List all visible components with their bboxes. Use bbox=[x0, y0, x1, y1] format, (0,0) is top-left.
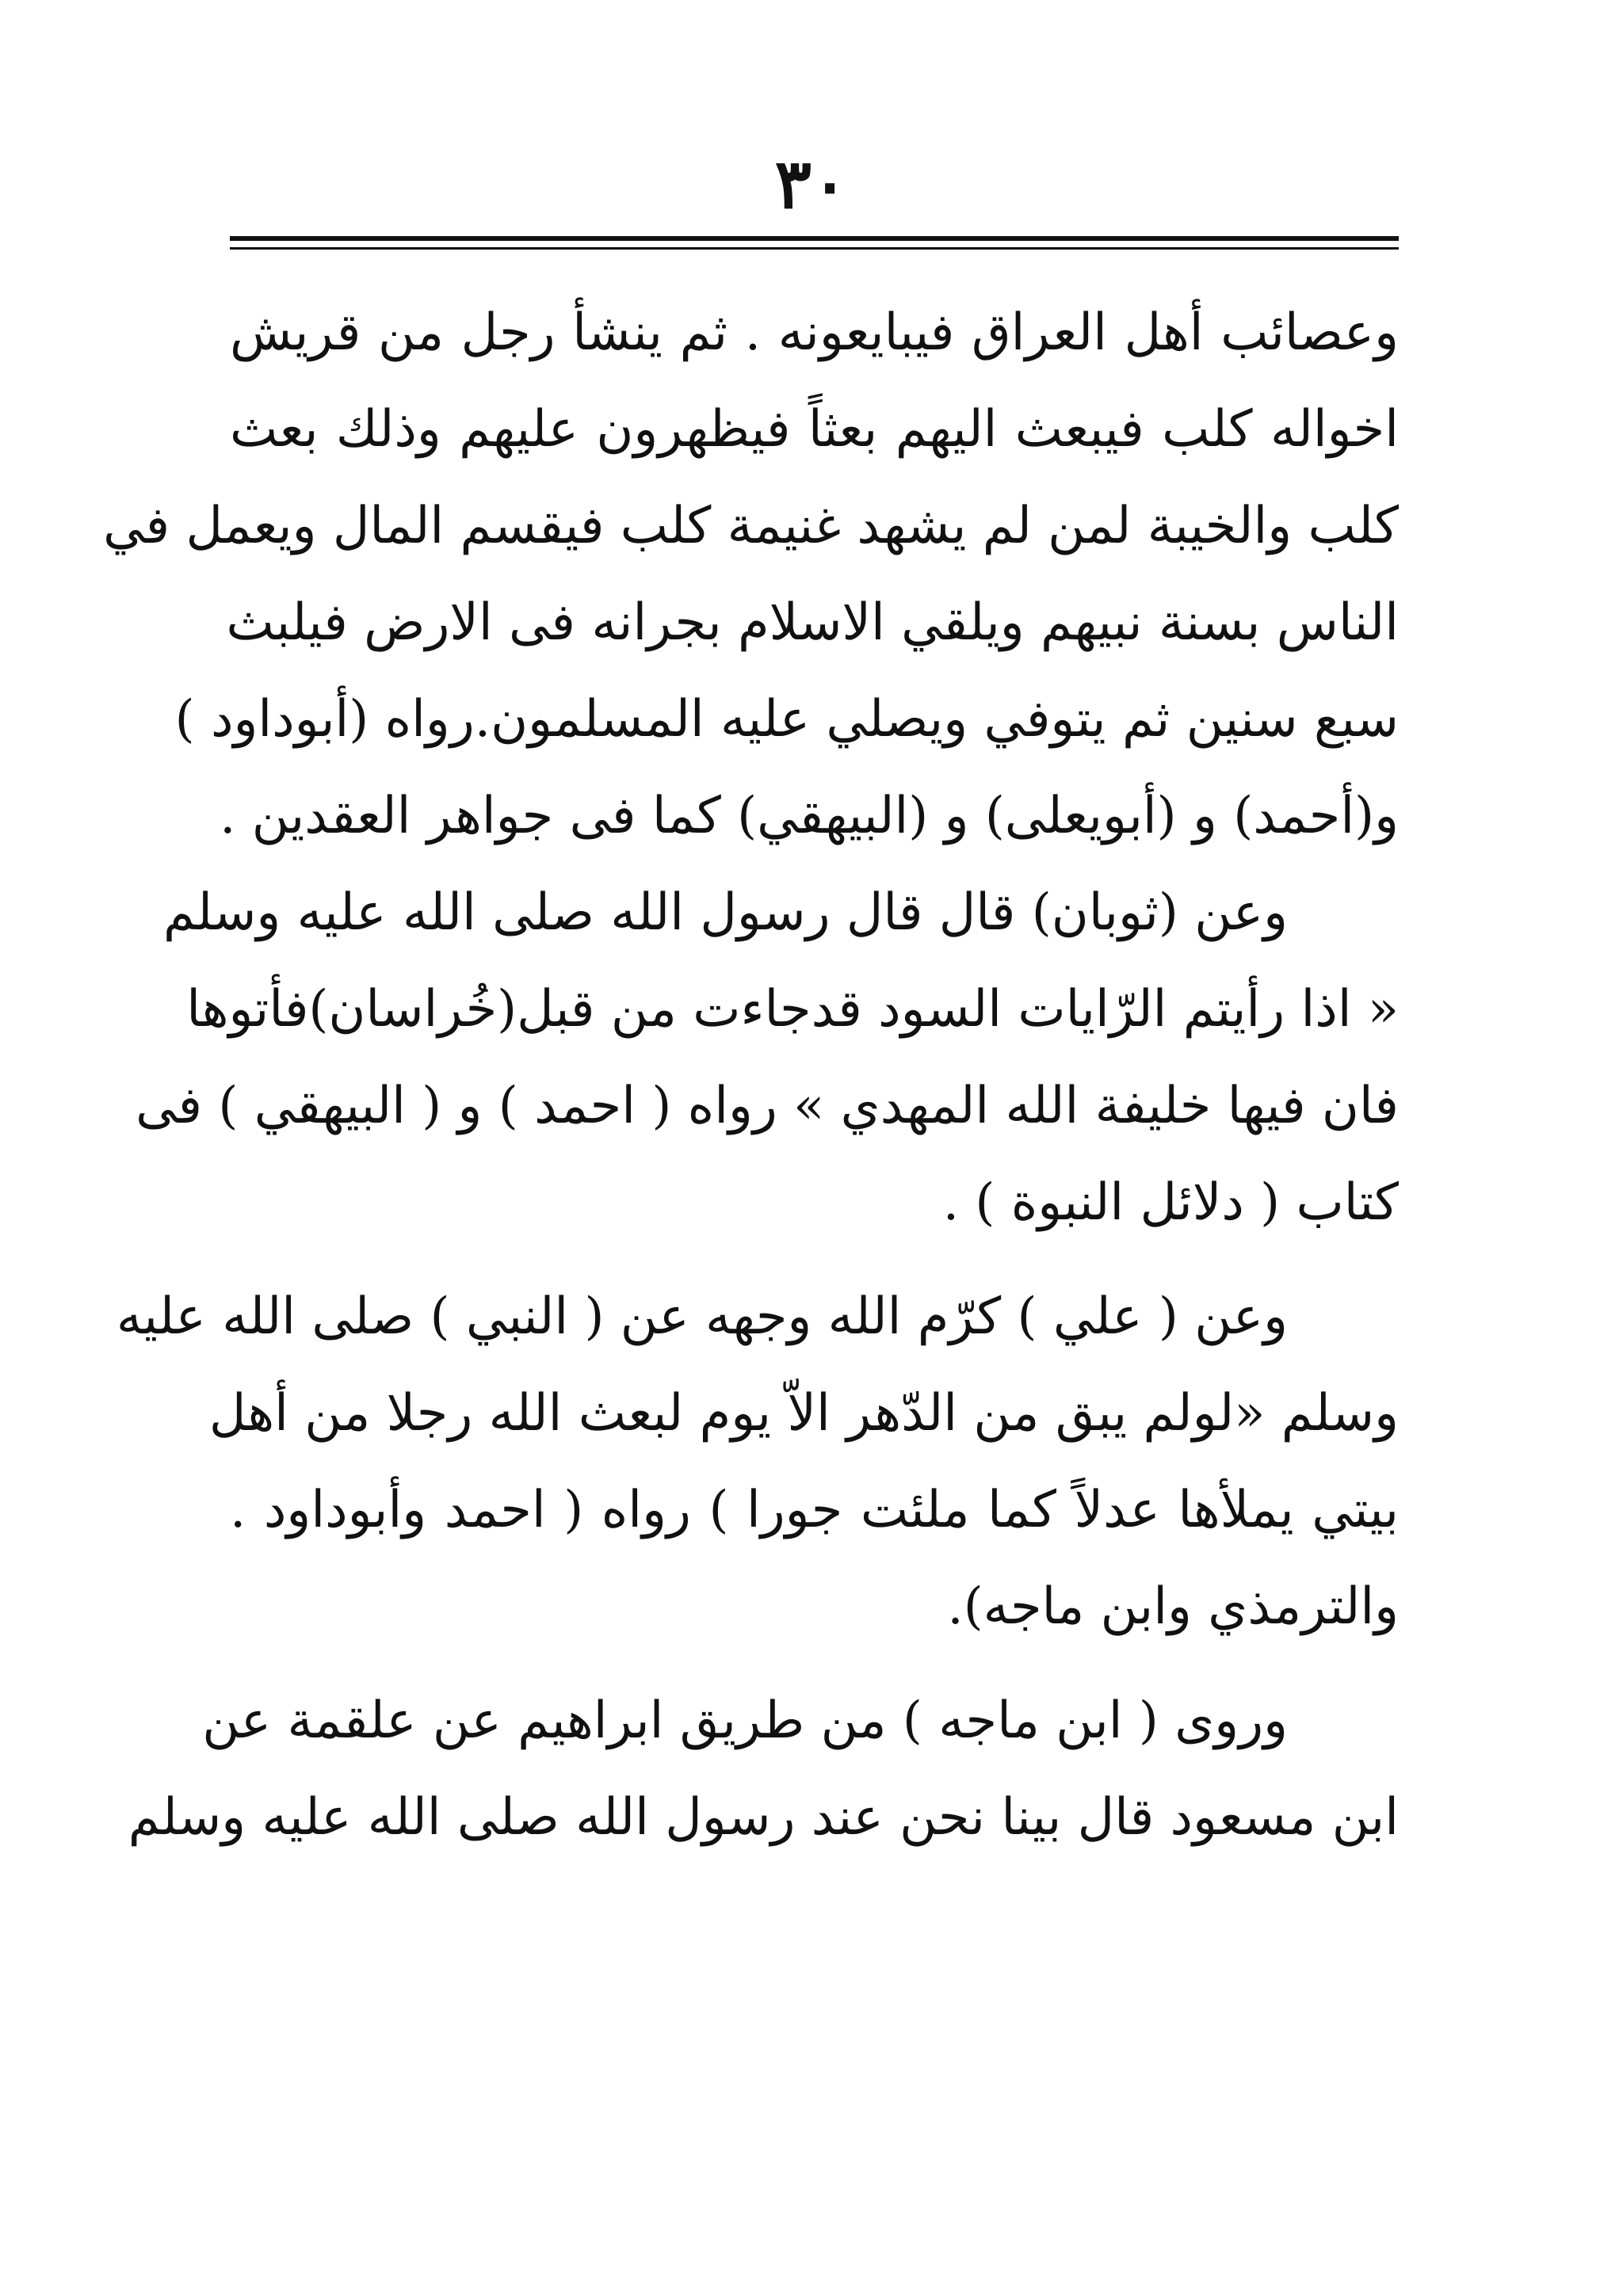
text-line: والترمذي وابن ماجه). bbox=[947, 1577, 1399, 1636]
text-line: وعصائب أهل العراق فيبايعونه . ثم ينشأ رجل من قريش bbox=[230, 303, 1399, 362]
text-line: سبع سنين ثم يتوفي ويصلي عليه المسلمون.رواه (أبوداود ) bbox=[174, 690, 1399, 749]
text-line: الناس بسنة نبيهم ويلقي الاسلام بجرانه فى الارض فيلبث bbox=[226, 593, 1399, 652]
header-rule-thick bbox=[230, 236, 1399, 241]
text-line: وسلم «لولم يبق من الدّهر الاّ يوم لبعث الله رجلا من أهل bbox=[208, 1384, 1399, 1443]
paragraph-start-line: وعن ( علي ) كرّم الله وجهه عن ( النبي ) صلى الله عليه bbox=[116, 1287, 1288, 1346]
text-line: « اذا رأيتم الرّايات السود قدجاءت من قبل(خُراسان)فأتوها bbox=[186, 980, 1399, 1039]
text-line: كتاب ( دلائل النبوة ) . bbox=[942, 1173, 1399, 1232]
text-line: بيتي يملأها عدلاً كما ملئت جورا ) رواه ( احمد وأبوداود . bbox=[230, 1481, 1399, 1539]
text-line: و(أحمد) و (أبويعلى) و (البيهقي) كما فى جواهر العقدين . bbox=[220, 787, 1399, 845]
page-body-text bbox=[103, 285, 1399, 1867]
paragraph-start-line: وروى ( ابن ماجه ) من طريق ابراهيم عن علقمة عن bbox=[202, 1691, 1288, 1750]
text-line: فان فيها خليفة الله المهدي » رواه ( احمد ) و ( البيهقي ) فى bbox=[136, 1077, 1399, 1135]
text-line: ابن مسعود قال بينا نحن عند رسول الله صلى الله عليه وسلم bbox=[128, 1788, 1399, 1847]
page-number: ٣٠ bbox=[774, 144, 849, 224]
text-line: كلب والخيبة لمن لم يشهد غنيمة كلب فيقسم المال ويعمل في bbox=[103, 497, 1399, 555]
header-rule-thin bbox=[230, 247, 1399, 250]
text-line: اخواله كلب فيبعث اليهم بعثاً فيظهرون عليهم وذلك بعث bbox=[230, 400, 1399, 459]
paragraph-start-line: وعن (ثوبان) قال قال رسول الله صلى الله عليه وسلم bbox=[162, 883, 1288, 942]
